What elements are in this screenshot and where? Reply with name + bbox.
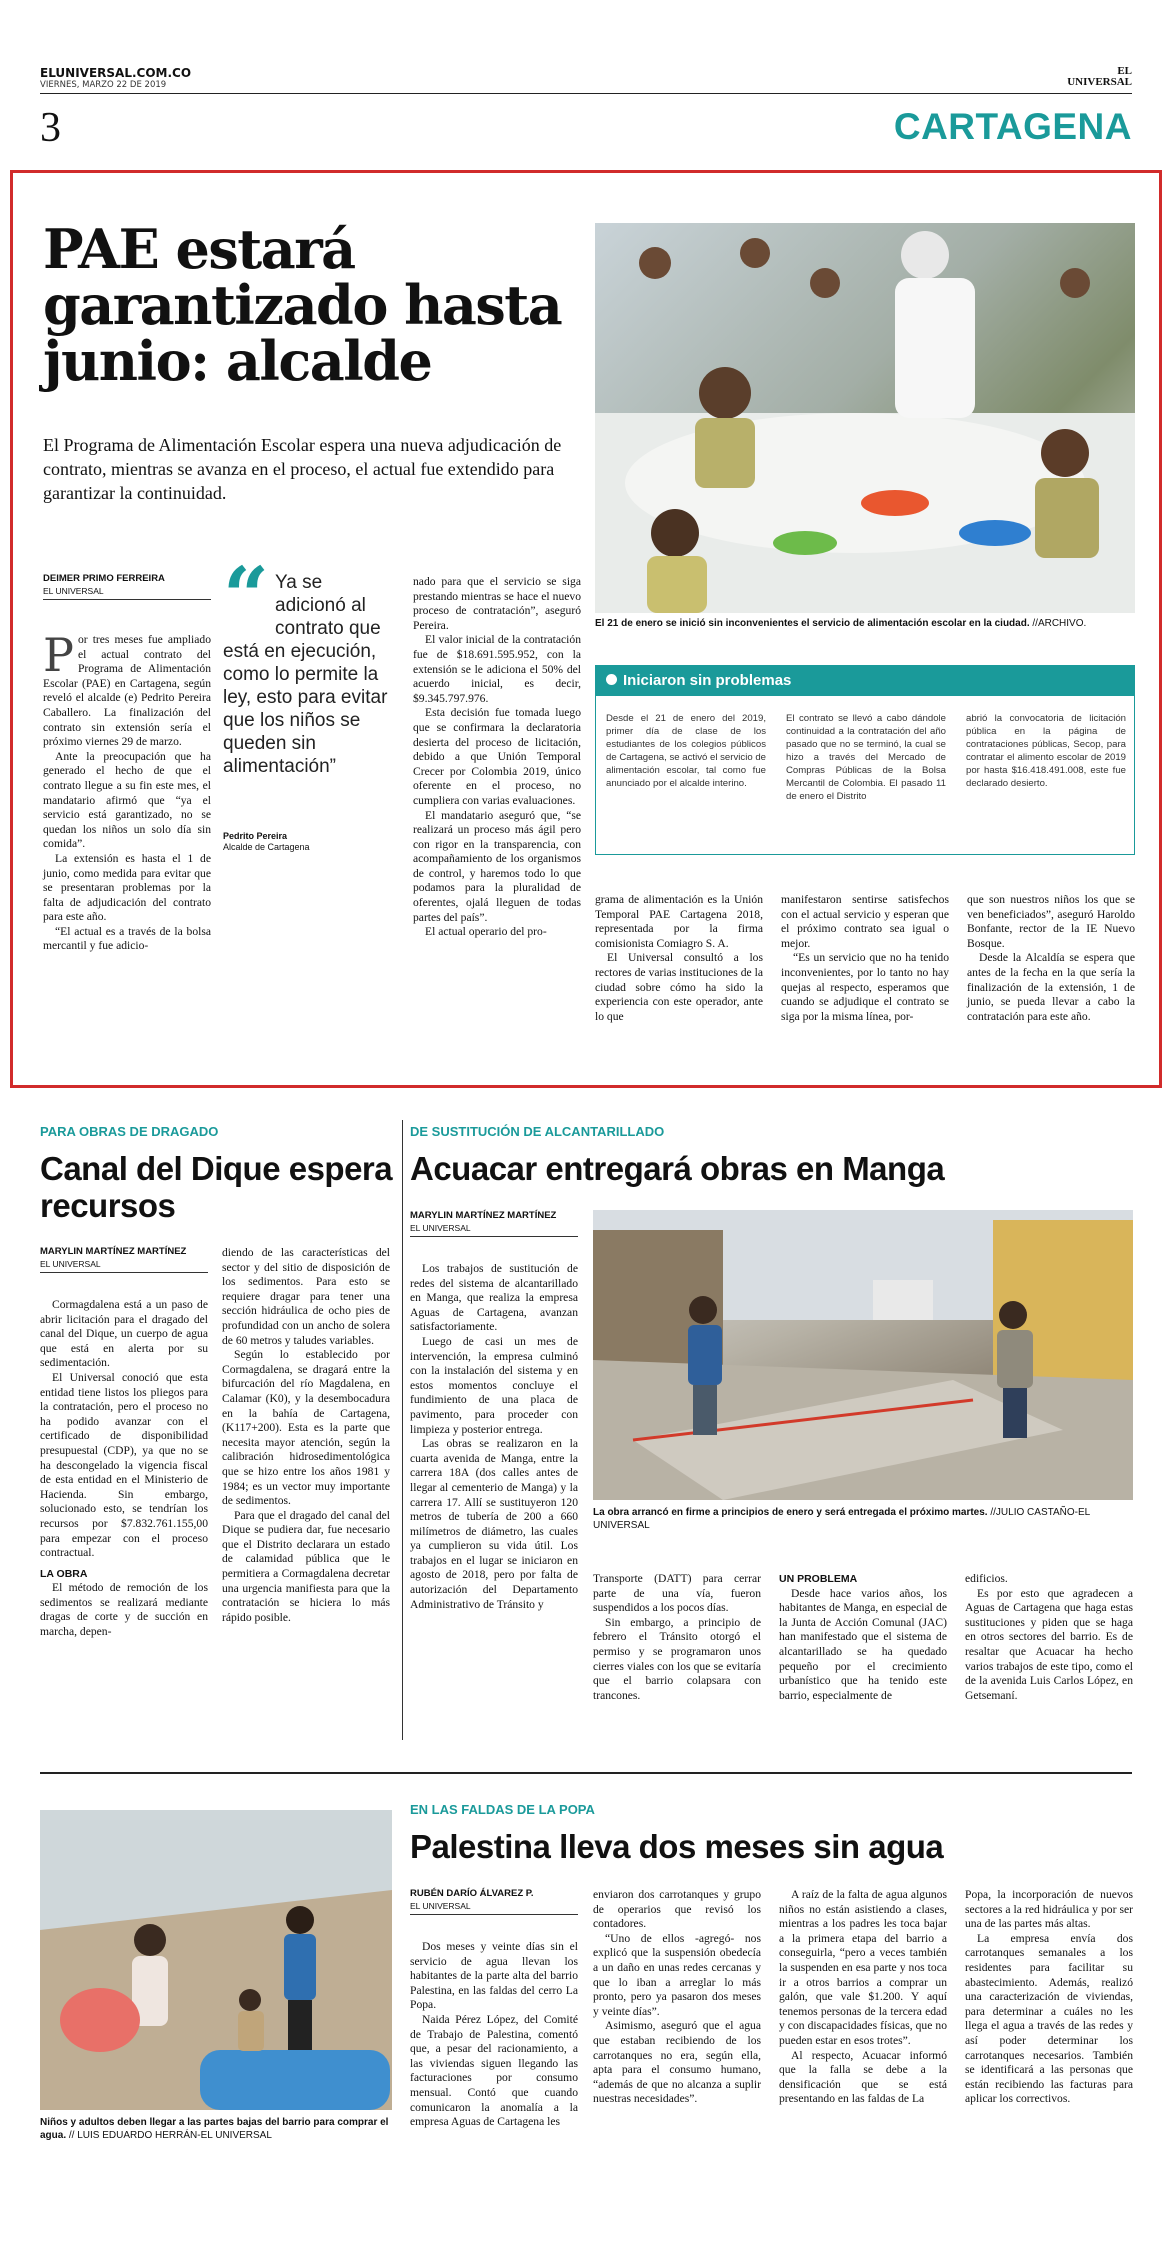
main-col-5 (781, 893, 949, 1024)
paragraph: Según lo establecido por Cormagdalena, se dragará entre la bifurcación del río Magdalena, en Calamar (K0), y la desembocadura en la bahía de Cartagena, (K117+200). Esta es la parte que necesita mayor atención, según la calibración hidrosedimentológica que se hizo entre los años 1981 y 1984; es un vector muy importante de sedimentos. (222, 1348, 390, 1508)
manga-photo-caption (593, 1506, 1133, 1532)
paragraph: nado para que el servicio se siga prestando mientras se hace el nuevo proceso de contratación”, aseguró Pereira. (413, 575, 581, 632)
paragraph: Popa, la incorporación de nuevos sectores a la red hidráulica y por ser una de las partes más altas. (965, 1888, 1133, 1931)
paragraph: El valor inicial de la contratación fue de $18.691.595.952, con la extensión se le adiciona el 50% del acuerdo inicial, es decir, $9.345.797.976. (413, 633, 581, 705)
paragraph: Las obras se realizaron en la cuarta avenida de Manga, entre la carrera 18A (dos calles antes de llegar al cementerio de Manga) y la carrera 17. Allí se sustituyeron 120 metros de tubería de 200 a 660 milímetros de diámetro, las cuales ya cumplieron su vida útil. Los trabajos en el lugar se iniciaron en agosto de 2018, pero por falta de autorización del Departamento Administrativo de Tránsito y (410, 1437, 578, 1611)
palestina-caption-text: Niños y adultos deben llegar a las partes bajas del barrio para comprar el agua. (40, 2117, 389, 2141)
byline-name: MARYLIN MARTÍNEZ MARTÍNEZ (410, 1210, 557, 1221)
paragraph: manifestaron sentirse satisfechos con el actual servicio y esperan que el próximo contrato sea igual o mejor. (781, 893, 949, 950)
sidebar-col-3: abrió la convocatoria de licitación pública en la página de contrataciones públicas, Secop, para contratar el alimento escolar de 2019 por hasta $16.418.491.008, este fue declarado desierto. (966, 713, 1126, 789)
main-caption-text: El 21 de enero se inició sin inconvenientes el servicio de alimentación escolar en la ciudad. (595, 618, 1030, 629)
paragraph: “Es un servicio que no ha tenido inconvenientes, por lo tanto no hay quejas al respecto, esperamos que cuando se adjudique el contrato se siga por la misma línea, por- (781, 951, 949, 1023)
newspaper-logo (1067, 66, 1132, 88)
byline-name: MARYLIN MARTÍNEZ MARTÍNEZ (40, 1246, 187, 1257)
paragraph: Ante la preocupación que ha generado el hecho de que el contrato llegue a su fin este mes, el mandatario afirmó que “ya el servicio está garantizado, no se quedan los niños un solo día sin comida”. (43, 749, 211, 851)
paragraph: Al respecto, Acuacar informó que la falla se debe a la densificación que se está presentando en las faldas de La (779, 2048, 947, 2106)
quote-role: Alcalde de Cartagena (223, 842, 310, 852)
manga-byline (410, 1210, 578, 1237)
section-divider (40, 1772, 1132, 1774)
main-story-box (10, 170, 1162, 1088)
byline-name: DEIMER PRIMO FERREIRA (43, 573, 165, 584)
main-col-3 (413, 575, 581, 940)
paragraph: La empresa envía dos carrotanques semanales a los residentes para facilitar su abastecimiento. Además, realizó una caracterización de viviendas, para determinar a cuáles no les llega el agua a través de las redes y así poder determinar los carrotanques necesarios. También se identificará a las personas que están recibiendo las facturas para aplicar los correctivos. (965, 1931, 1133, 2106)
main-headline: PAE estará garantizado hasta junio: alcalde (43, 217, 562, 393)
quote-author: Pedrito Pereira (223, 831, 288, 841)
byline-org: EL UNIVERSAL (410, 1223, 471, 1233)
school-meal-photo (595, 223, 1135, 613)
manga-kicker: DE SUSTITUCIÓN DE ALCANTARILLADO (410, 1124, 665, 1139)
paragraph: edificios. (965, 1572, 1008, 1585)
subhead: LA OBRA (40, 1567, 88, 1580)
paragraph: Cormagdalena está a un paso de abrir licitación para el dragado del canal del Dique, un cuerpo de agua que está en alerta por su sedimentación. (40, 1298, 208, 1370)
manga-caption-text: La obra arrancó en firme a principios de enero y será entregada el próximo martes. (593, 1507, 988, 1518)
byline-org: EL UNIVERSAL (40, 1259, 101, 1269)
palestina-col-2 (593, 1888, 761, 2107)
paragraph: diendo de las características del sector y del sitio de disposición de los sedimentos. Para esto se requiere dragar para tener una sección hidráulica de ocho pies de profundidad con un ancho de solera de 60 metros y taludes variables. (222, 1246, 390, 1347)
manga-headline: Acuacar entregará obras en Manga (410, 1150, 945, 1187)
site-name[interactable]: ELUNIVERSAL.COM.CO (40, 66, 192, 80)
paragraph: que son nuestros niños los que se ven beneficiados”, aseguró Haroldo Bonfante, rector de la IE Nuevo Bosque. (967, 893, 1135, 950)
paragraph: enviaron dos carrotanques y grupo de operarios que revisó los contadores. (593, 1888, 761, 1931)
logo-line-1: EL (1117, 65, 1132, 77)
main-photo-caption (595, 617, 1135, 630)
page-number: 3 (40, 105, 61, 151)
palestina-headline: Palestina lleva dos meses sin agua (410, 1828, 944, 1865)
sewer-works-photo (593, 1210, 1133, 1500)
paragraph: El Universal consultó a los rectores de varias instituciones de la ciudad sobre cómo ha sido la experiencia con este operador, ante lo que (595, 951, 763, 1023)
paragraph: Los trabajos de sustitución de redes del sistema de alcantarillado en Manga, que realiza la empresa Aguas de Cartagena, avanzan satisfactoriamente. (410, 1262, 578, 1334)
manga-col-2 (593, 1572, 761, 1703)
main-caption-credit: //ARCHIVO. (1032, 618, 1087, 629)
pull-quote (223, 549, 397, 778)
palestina-byline (410, 1888, 578, 1915)
paragraph: La extensión es hasta el 1 de junio, como medida para evitar que se presentaran problemas por la falta de adjudicación del contrato para este año. (43, 851, 211, 924)
palestina-kicker: EN LAS FALDAS DE LA POPA (410, 1802, 595, 1817)
main-col-4 (595, 893, 763, 1024)
palestina-photo-caption (40, 2116, 392, 2142)
edition-date: VIERNES, MARZO 22 DE 2019 (40, 80, 167, 90)
manga-col-4 (965, 1572, 1133, 1703)
dique-col-1 (40, 1298, 208, 1640)
sidebar-header (596, 666, 1134, 696)
dropcap: P (43, 628, 74, 682)
paragraph: Naida Pérez López, del Comité de Trabajo de Palestina, comentó que, a pesar del racionamiento, a las viviendas siguen llegando las facturaciones por consumo mensual. Contó que cuando comunicaron la anomalía a la empresa Aguas de Cartagena les (410, 2012, 578, 2129)
column-divider (402, 1120, 403, 1740)
sidebar-col-1: Desde el 21 de enero del 2019, primer día de clase de los estudiantes de los colegios públicos de Cartagena, se activó el servicio de alimentación escolar, tal como fue anunciado por el alcalde interino. (606, 713, 766, 789)
paragraph: Para que el dragado del canal del Dique se pudiera dar, fue necesario que el Distrito declarara un estado de calamidad pública que le permitiera a Cormagdalena decretar una urgencia manifiesta para que la contratación se hiciera lo más rápido posible. (222, 1508, 390, 1624)
quote-attribution (223, 831, 397, 853)
sidebar-title: Iniciaron sin problemas (623, 672, 792, 689)
main-deck: El Programa de Alimentación Escolar espera una nueva adjudicación de contrato, mientras se avanza en el proceso, el actual fue extendido para garantizar la continuidad. (43, 435, 562, 503)
paragraph: Luego de casi un mes de intervención, la empresa culminó con la instalación del sistema y en estos momentos concluye el fundimiento de una placa de pavimento, para proceder con limpieza y posterior entrega. (410, 1334, 578, 1436)
quote-text: Ya se adicionó al contrato que está en ejecución, como lo permite la ley, esto para evitar que los niños se queden sin alimentación” (223, 572, 388, 777)
bullet-icon (606, 674, 617, 685)
paragraph: El actual operario del pro- (425, 925, 547, 939)
paragraph: Dos meses y veinte días sin el servicio de agua llevan los habitantes de la parte alta del barrio Palestina, en las faldas del cerro La Popa. (410, 1940, 578, 2012)
main-col-6 (967, 893, 1135, 1024)
paragraph: Desde hace varios años, los habitantes de Manga, en especial de la Junta de Acción Comunal (JAC) han manifestado que el sistema de alcantarillado se ha quedado pequeño por el crecimiento urbanístico que ha tenido este barrio, especialmente de (779, 1586, 947, 1702)
paragraph: El mandatario aseguró que, “se realizará un proceso más ágil pero con rigor en la transparencia, con acompañamiento de los organismos de control, y haremos todo lo que podamos para la pluralidad de oferentes, ojalá lleguen de todas partes del país”. (413, 808, 581, 924)
palestina-col-4 (965, 1888, 1133, 2107)
dique-headline: Canal del Dique espera recursos (40, 1150, 393, 1224)
paragraph: Es por esto que agradecen a Aguas de Cartagena que haga estas sustituciones y piden que se haga en otros sectores del barrio. Es de resaltar que Acuacar ha hecho varios trabajos de este tipo, como el de la avenida Luis Carlos López, en Getsemaní. (965, 1586, 1133, 1702)
paragraph: El método de remoción de los sedimentos se realizará mediante dragas de corte y de succión en marcha, depen- (40, 1581, 208, 1639)
palestina-col-3 (779, 1888, 947, 2107)
logo-line-2: UNIVERSAL (1067, 76, 1132, 88)
section-title: CARTAGENA (893, 106, 1132, 147)
palestina-col-1 (410, 1940, 578, 2130)
paragraph: “Uno de ellos -agregó- nos explicó que la suspensión obedecía a un daño en unas redes cercanas y que lo iban a arreglar lo más pronto, pero ya pasaron dos meses y veinte días”. (593, 1931, 761, 2018)
byline-org: EL UNIVERSAL (43, 586, 104, 596)
paragraph: Asimismo, aseguró que el agua que estaban recibiendo de los carrotanques no era, según ella, apta para el consumo humano, “además de que no alcanza a suplir nuestras necesidades”. (593, 2019, 761, 2106)
subhead: UN PROBLEMA (779, 1573, 858, 1585)
palestina-caption-credit: // LUIS EDUARDO HERRÁN-EL UNIVERSAL (68, 2130, 272, 2141)
manga-col-3 (779, 1572, 947, 1703)
main-col-1 (43, 628, 211, 954)
paragraph: Transporte (DATT) para cerrar parte de una vía, fueron suspendidos a los pocos días. (593, 1572, 761, 1615)
sidebar-box (595, 665, 1135, 855)
water-shortage-photo (40, 1810, 392, 2110)
paragraph: “El actual es a través de la bolsa mercantil y fue adicio- (43, 924, 211, 953)
paragraph: Esta decisión fue tomada luego que se confirmara la declaratoria desierta del proceso de licitación, debido a que Unión Temporal Crecer por Colombia 2019, único oferente en el proceso, no cumpliera con varias evaluaciones. (413, 706, 581, 807)
paragraph: A raíz de la falta de agua algunos niños no están asistiendo a clases, mientras a los padres les toca bajar a la primera etapa del barrio a conseguirla, “pero a veces también la suspenden en esa parte y nos toca ir a otros barrios a comprar un galón, que vale $1.200. Y aquí tenemos personas de la tercera edad y con discapacidades físicas, que no pueden estar en esos trotes”. (779, 1888, 947, 2047)
paragraph: grama de alimentación es la Unión Temporal PAE Cartagena 2018, representada por la firma comisionista Comiagro S. A. (595, 893, 763, 950)
sidebar-col-2: El contrato se llevó a cabo dándole continuidad a la contratación del año pasado que no se terminó, la cual se hizo a través del Mercado de Compras Públicas de la Bolsa Mercantil de Colombia. El pasado 11 de enero el Distrito (786, 713, 946, 802)
paragraph: El Universal conoció que esta entidad tiene listos los pliegos para la contratación, pero el proceso no ha podido avanzar con el certificado de disponibilidad presupuestal (CDP), ya que no se ha descongelado la vigencia fiscal de esta entidad en el Ministerio de Hacienda. Sin embargo, solucionado esto, se tendrían los recursos por $7.832.761.155,00 para empezar con el proceso contractual. (40, 1370, 208, 1560)
dique-kicker: PARA OBRAS DE DRAGADO (40, 1124, 219, 1139)
byline-name: RUBÉN DARÍO ÁLVAREZ P. (410, 1888, 534, 1899)
main-byline (43, 573, 211, 600)
dique-byline (40, 1246, 208, 1273)
manga-caption-credit: //JULIO CASTAÑO-EL UNIVERSAL (593, 1507, 1090, 1531)
byline-org: EL UNIVERSAL (410, 1901, 471, 1911)
paragraph: Desde la Alcaldía se espera que antes de la fecha en la que sería la finalización de la extensión, 1 de junio, se pueda llevar a cabo la contratación para este año. (967, 951, 1135, 1023)
manga-col-1 (410, 1262, 578, 1612)
dique-col-2 (222, 1246, 390, 1625)
masthead (40, 66, 1132, 94)
paragraph: or tres meses fue ampliado el actual contrato del Programa de Alimentación Escolar (PAE) en Cartagena, según reveló el alcalde (e) Pedrito Pereira Caballero. La finalización del contrato sin extensión sería el próximo viernes 29 de marzo. (43, 633, 211, 749)
quote-mark-icon: “ (223, 549, 270, 643)
paragraph: Sin embargo, a principio de febrero el Tránsito otorgó el permiso y se programaron unos cierres viales con los que se evitaría que el barrio colapsara con trancones. (593, 1615, 761, 1702)
